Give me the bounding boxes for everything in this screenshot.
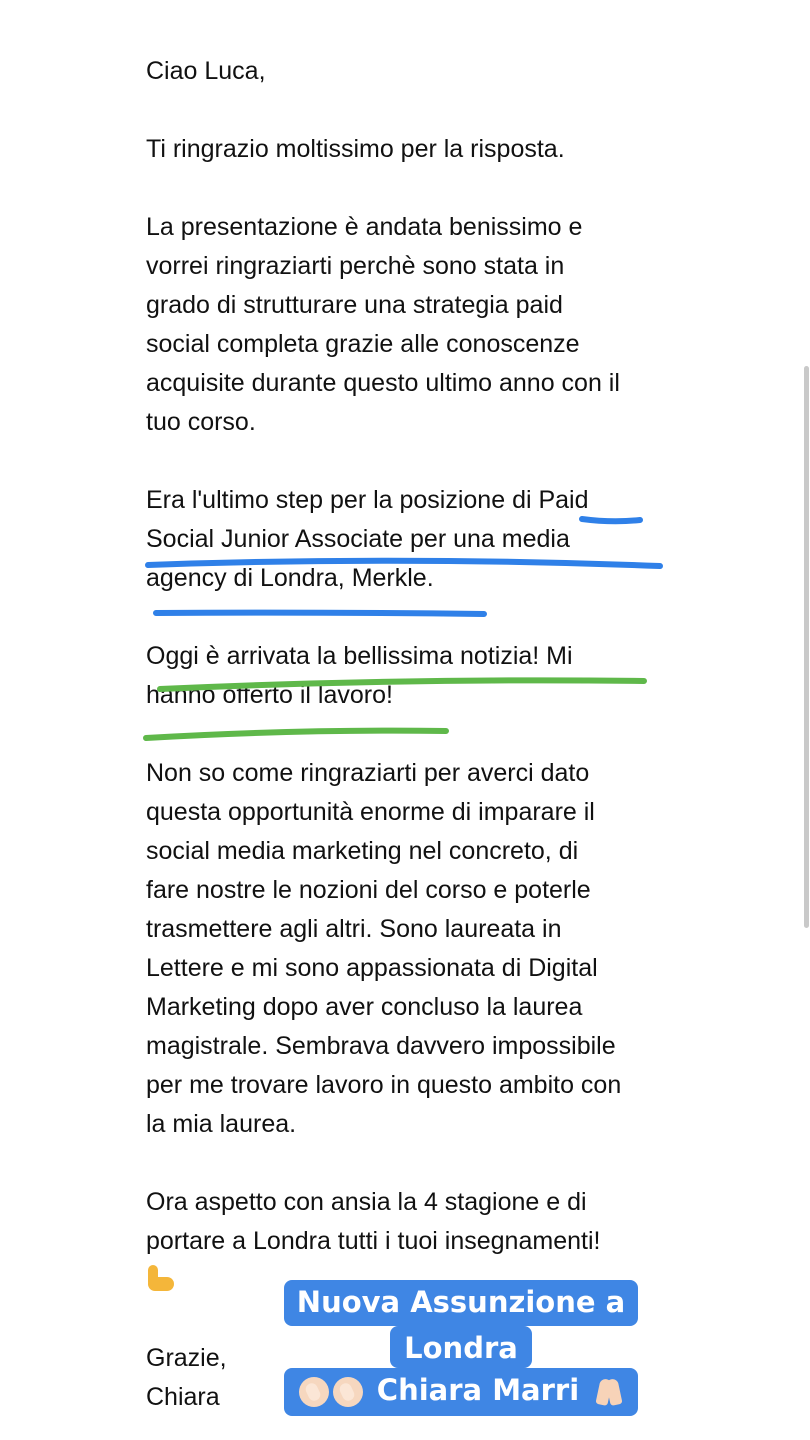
text-line: la mia laurea. <box>146 1110 297 1138</box>
greeting: Ciao Luca, <box>146 57 266 85</box>
text-line: hanno offerto il lavoro! <box>146 681 393 709</box>
email-body <box>146 52 706 1417</box>
text-line: Marketing dopo aver concluso la laurea <box>146 993 583 1021</box>
scrollbar[interactable] <box>804 366 809 928</box>
sticker-line-2: Londra <box>390 1326 532 1368</box>
text-line: Non so come ringraziarti per averci dato <box>146 759 590 787</box>
paragraph-next-season <box>146 1183 706 1261</box>
text-line: questa opportunità enorme di imparare il <box>146 798 595 826</box>
sticker-line-1: Nuova Assunzione a <box>284 1280 638 1326</box>
text-line: Social Junior Associate per una media <box>146 525 570 553</box>
text-line: magistrale. Sembrava davvero impossibile <box>146 1032 616 1060</box>
text-line: fare nostre le nozioni del corso e poterle <box>146 876 591 904</box>
text-line: Era l'ultimo step per la posizione di Paid <box>146 486 589 514</box>
flexed-biceps-icon <box>146 1263 706 1303</box>
text-line: per me trovare lavoro in questo ambito con <box>146 1071 622 1099</box>
text-line: social media marketing nel concreto, di <box>146 837 579 865</box>
text-line: Ora aspetto con ansia la 4 stagione e di <box>146 1188 587 1216</box>
paragraph-news <box>146 637 706 715</box>
signature: Chiara <box>146 1383 220 1411</box>
text-line: portare a Londra tutti i tuoi insegnamenti! <box>146 1227 601 1255</box>
text-line: agency di Londra, Merkle. <box>146 564 434 592</box>
text-line: social completa grazie alle conoscenze <box>146 330 580 358</box>
paragraph-presentation <box>146 208 706 442</box>
text-line: vorrei ringraziarti perchè sono stata in <box>146 252 565 280</box>
thanks-line: Ti ringrazio moltissimo per la risposta. <box>146 135 565 163</box>
text-line: Lettere e mi sono appassionata di Digital <box>146 954 598 982</box>
paragraph-gratitude <box>146 754 706 1144</box>
sticker-name: Chiara Marri <box>376 1373 580 1407</box>
closing: Grazie, <box>146 1344 227 1372</box>
text-line: Oggi è arrivata la bellissima notizia! Mi <box>146 642 573 670</box>
text-line: trasmettere agli altri. Sono laureata in <box>146 915 562 943</box>
text-line: acquisite durante questo ultimo anno con il <box>146 369 620 397</box>
text-line: La presentazione è andata benissimo e <box>146 213 583 241</box>
paragraph-position <box>146 481 706 598</box>
text-line: tuo corso. <box>146 408 256 436</box>
text-line: grado di strutturare una strategia paid <box>146 291 563 319</box>
